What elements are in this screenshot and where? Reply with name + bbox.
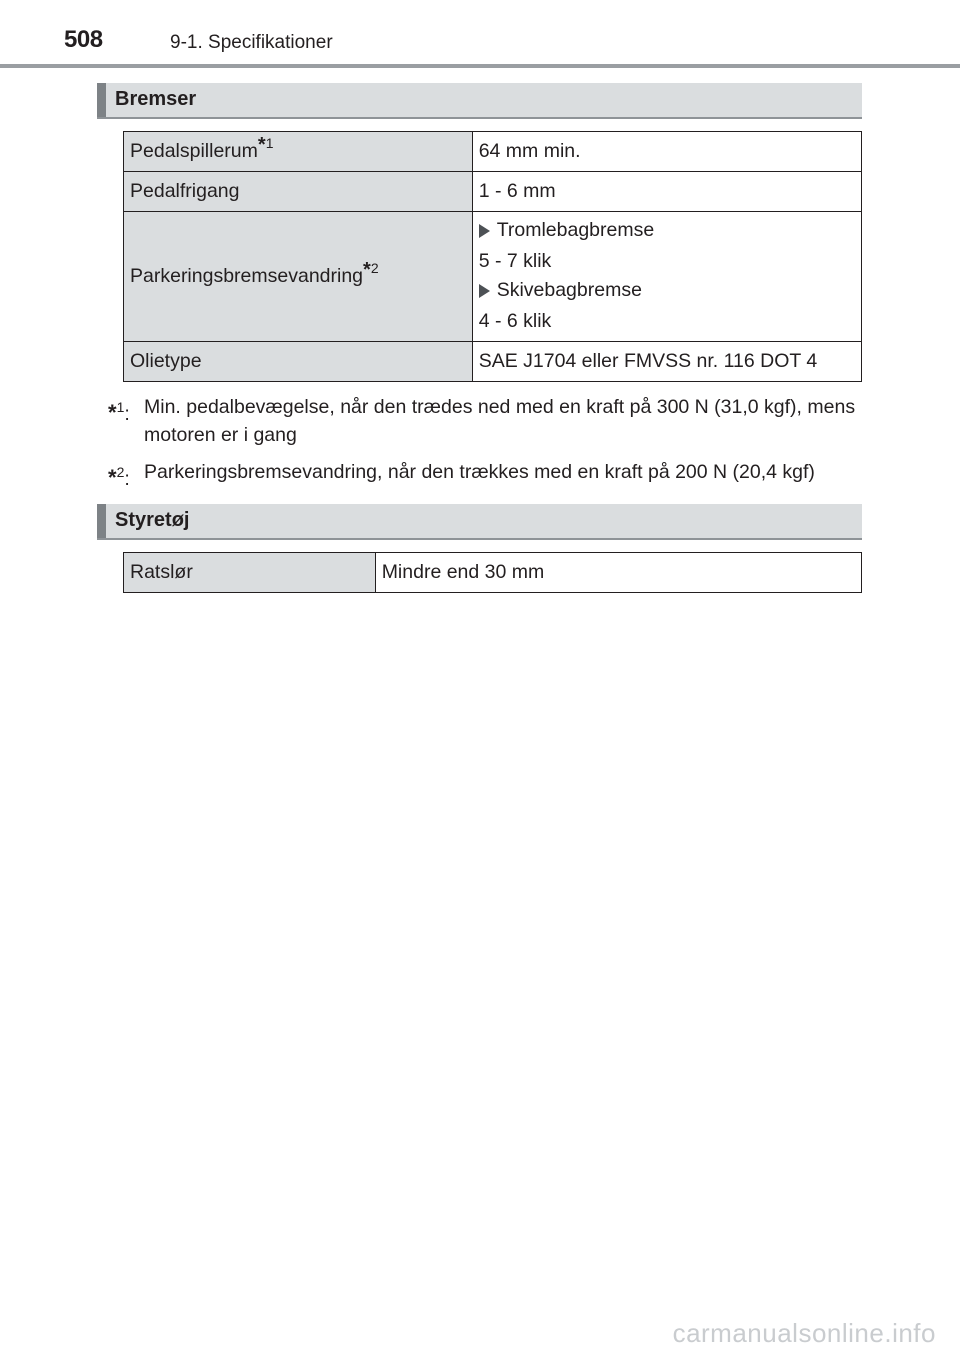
chapter-title: 9-1. Specifikationer xyxy=(170,32,333,53)
footnote-1 xyxy=(108,393,868,449)
footnote-2 xyxy=(108,458,868,490)
row-value: Mindre end 30 mm xyxy=(375,553,861,593)
brakes-spec-table xyxy=(123,131,862,382)
table-row xyxy=(124,553,862,593)
footnote-ref: *1 xyxy=(257,134,274,156)
row-value: 64 mm min. xyxy=(472,132,861,172)
row-label: Parkeringsbremsevandring$^{*2}$ xyxy=(124,212,473,342)
row-label: Pedalfrigang xyxy=(124,172,473,212)
page-header xyxy=(0,24,960,68)
section-accent xyxy=(97,83,106,117)
footnote-marker: *$^1$: xyxy=(108,399,130,425)
footnote-marker: *$^2$: xyxy=(108,464,130,490)
table-row xyxy=(124,212,862,342)
table-row xyxy=(124,132,862,172)
triangle-bullet-icon xyxy=(479,284,490,298)
row-label: Olietype xyxy=(124,342,473,382)
table-row xyxy=(124,172,862,212)
header-rule xyxy=(0,64,960,68)
steering-spec-table xyxy=(123,552,862,593)
page-number: 508 xyxy=(64,26,103,53)
section-title-brakes: Bremser xyxy=(115,88,197,110)
section-header-brakes xyxy=(97,83,862,119)
brake-option: Skivebagbremse xyxy=(479,276,855,306)
footnote-text: Parkeringsbremsevandring, når den trækkes med en kraft på 200 N (20,4 kgf) xyxy=(144,461,815,483)
triangle-bullet-icon xyxy=(479,224,490,238)
section-accent xyxy=(97,504,106,538)
row-label: Ratslør xyxy=(124,553,376,593)
row-value: 1 - 6 mm xyxy=(472,172,861,212)
section-title-steering: Styretøj xyxy=(115,509,190,531)
brake-option-value: 4 - 6 klik xyxy=(478,309,552,332)
row-value: SAE J1704 eller FMVSS nr. 116 DOT 4 xyxy=(472,342,861,382)
brake-option-value: 5 - 7 klik xyxy=(478,249,552,272)
row-label: Pedalspillerum$^{*1}$ xyxy=(124,132,473,172)
row-value-options xyxy=(472,212,861,342)
section-header-steering xyxy=(97,504,862,540)
brake-option: Tromlebagbremse xyxy=(479,216,855,246)
table-row xyxy=(124,342,862,382)
watermark: carmanualsonline.info xyxy=(672,1318,936,1348)
footnote-ref: *2 xyxy=(363,259,379,281)
footnote-text: Min. pedalbevægelse, når den trædes ned med en kraft på 300 N (31,0 kgf), mens motoren er i gang xyxy=(144,396,856,446)
